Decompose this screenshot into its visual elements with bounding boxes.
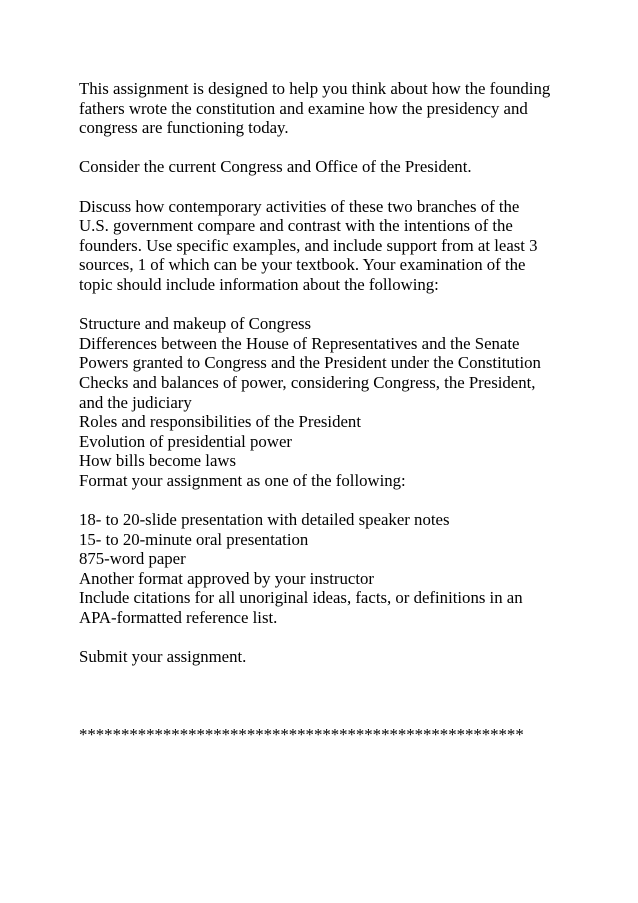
document-body [79,79,569,745]
list-item: Checks and balances of power, considering Congress, the President, [79,372,536,392]
list-item: Evolution of presidential power [79,431,292,451]
intro-line: This assignment is designed to help you think about how the founding [79,79,551,98]
discuss-line: topic should include information about the following: [79,274,439,294]
discuss-line: founders. Use specific examples, and include support from at least 3 [79,235,538,255]
consider-line: Consider the current Congress and Office of the President. [79,157,472,177]
list-item: How bills become laws [79,451,237,471]
intro-line: congress are functioning today. [79,118,289,138]
list-item: Format your assignment as one of the following: [79,470,406,490]
intro-paragraph [79,79,569,138]
list-item: APA-formatted reference list. [79,608,278,628]
discuss-line: sources, 1 of which can be your textbook. Your examination of the [79,255,526,275]
consider-paragraph [79,157,569,177]
discuss-line: U.S. government compare and contrast with the intentions of the [79,216,513,236]
topics-list [79,314,569,490]
discuss-paragraph [79,197,569,295]
submit-line: Submit your assignment. [79,647,247,667]
list-item: Differences between the House of Representatives and the Senate [79,333,520,353]
list-item: Roles and responsibilities of the President [79,412,361,432]
discuss-line: Discuss how contemporary activities of these two branches of the [79,196,520,216]
list-item: 18- to 20-slide presentation with detailed speaker notes [79,510,450,530]
list-item: Another format approved by your instructor [79,568,374,588]
list-item: and the judiciary [79,392,192,412]
formats-list [79,510,569,628]
spacer [79,686,569,725]
intro-line: fathers wrote the constitution and examine how the presidency and [79,98,528,118]
list-item: 15- to 20-minute oral presentation [79,529,309,549]
separator-line: ***************************************************** [79,725,524,745]
submit-paragraph [79,647,569,667]
list-item: Include citations for all unoriginal ideas, facts, or definitions in an [79,588,523,608]
list-item: Structure and makeup of Congress [79,314,312,334]
list-item: Powers granted to Congress and the President under the Constitution [79,353,541,373]
list-item: 875-word paper [79,549,186,569]
